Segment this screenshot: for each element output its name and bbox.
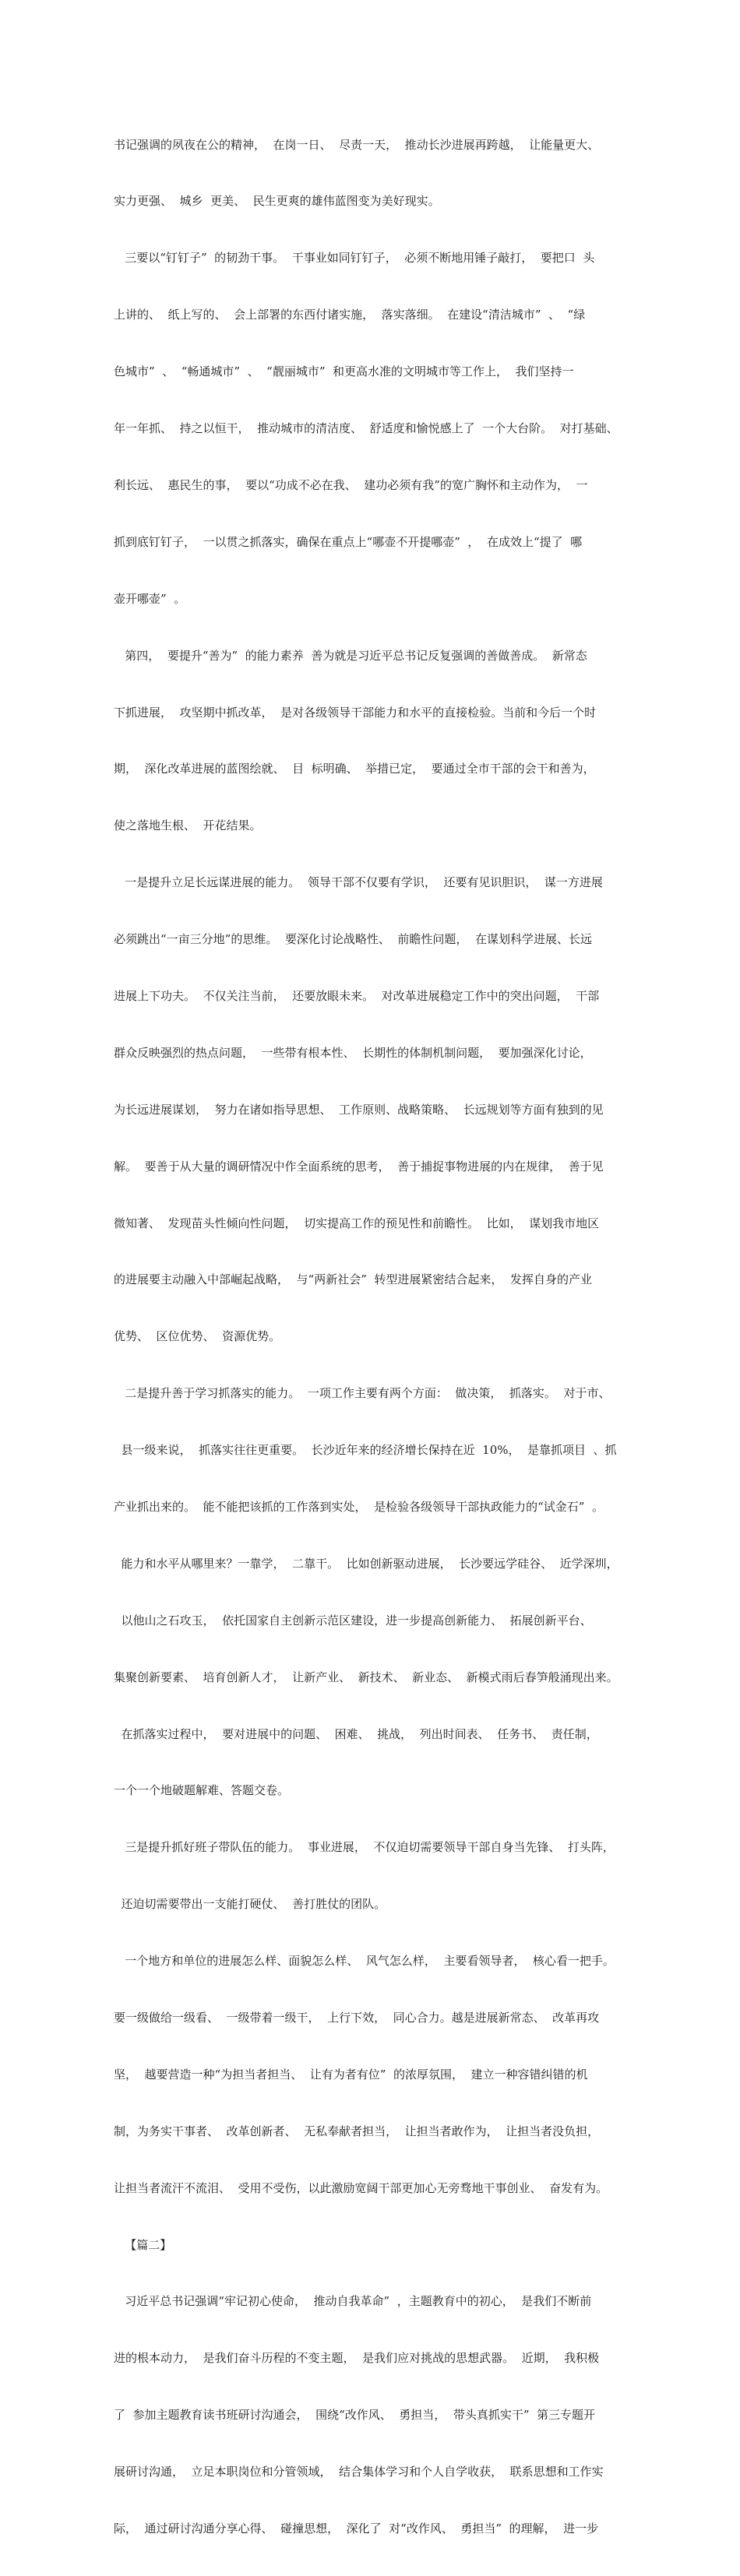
text-line: 微知著、 发现苗头性倾向性问题， 切实提高工作的预见性和前瞻性。 比如， 谋划我市地区 bbox=[114, 1216, 600, 1230]
text-line: 坚， 越要营造一种“为担当者担当、 让有为者有位” 的浓厚氛围， 建立一种容错纠错的机 bbox=[114, 2067, 588, 2082]
text-line: 第四， 要提升“善为” 的能力素养 善为就是习近平总书记反复强调的善做善成。 新常态 bbox=[114, 648, 587, 663]
text-line: 进展上下功夫。 不仅关注当前， 还要放眼未来。 对改革进展稳定工作中的突出问题， 干部 bbox=[114, 988, 600, 1003]
text-line: 以他山之石攻玉， 依托国家自主创新示范区建设，进一步提高创新能力、 拓展创新平台、 bbox=[114, 1613, 592, 1628]
section-heading: 【篇二】 bbox=[114, 2237, 172, 2252]
text-line: 集聚创新要素、 培育创新人才， 让新产业、 新技术、 新业态、 新模式雨后春笋般涌现出来。 bbox=[114, 1670, 618, 1684]
text-line: 下抓进展， 攻坚期中抓改革， 是对各级领导干部能力和水平的直接检验。当前和今后一个时 bbox=[114, 705, 597, 720]
text-line: 产业抓出来的。 能不能把该抓的工作落到实处， 是检验各级领导干部执政能力的“试金石” 。 bbox=[114, 1499, 604, 1514]
text-line: 一个一个地破题解难、答题交卷。 bbox=[114, 1783, 290, 1798]
text-line: 优势、 区位优势、 资源优势。 bbox=[114, 1329, 281, 1344]
text-line: 让担当者流汗不流泪、 受用不受伤，以此激励宽阔干部更加心无旁骛地干事创业、 奋发有为。 bbox=[114, 2180, 608, 2195]
text-line: 书记强调的夙夜在公的精神， 在岗一日、 尽责一天， 推动长沙进展再跨越， 让能量更大、 bbox=[114, 137, 600, 152]
text-line: 上讲的、 纸上写的、 会上部署的东西付诸实施， 落实落细。 在建设“清洁城市” 、 “绿 bbox=[114, 308, 586, 322]
text-line: 三要以“钉钉子” 的韧劲干事。 干事业如同钉钉子， 必须不断地用锤子敲打， 要把口 头 bbox=[114, 251, 595, 266]
text-line: 二是提升善于学习抓落实的能力。 一项工作主要有两个方面： 做决策， 抓落实。 对于市、 bbox=[114, 1386, 611, 1401]
text-line: 能力和水平从哪里来？一靠学， 二靠干。 比如创新驱动进展， 长沙要远学硅谷、 近学深圳， bbox=[114, 1556, 618, 1571]
text-line: 县一级来说， 抓落实往往更重要。 长沙近年来的经济增长保持在近 10%， 是靠抓项目 、抓 bbox=[114, 1443, 617, 1458]
text-line: 了 参加主题教育读书班研讨沟通会， 围绕“改作风、 勇担当， 带头真抓实干” 第三专题开 bbox=[114, 2408, 596, 2423]
text-line: 际， 通过研讨沟通分享心得、 碰撞思想， 深化了 对“改作风、 勇担当” 的理解， 进一步 bbox=[114, 2521, 599, 2536]
text-line: 三是提升抓好班子带队伍的能力。 事业进展， 不仅迫切需要领导干部自身当先锋、 打头阵， bbox=[114, 1840, 615, 1855]
document-body bbox=[114, 97, 651, 2576]
text-line: 进的根本动力， 是我们奋斗历程的不变主题， 是我们应对挑战的思想武器。 近期， 我积极 bbox=[114, 2351, 600, 2366]
text-line: 抓到底钉钉子， 一以贯之抓落实，确保在重点上“哪壶不开提哪壶” ， 在成效上“提了 哪 bbox=[114, 534, 583, 549]
text-line: 壶开哪壶” 。 bbox=[114, 591, 186, 606]
text-line: 色城市” 、 “畅通城市” 、 “靓丽城市” 和更高水准的文明城市等工作上， 我们坚持一 bbox=[114, 364, 574, 379]
text-line: 展研讨沟通， 立足本职岗位和分管领域， 结合集体学习和个人自学收获， 联系思想和工作实 bbox=[114, 2465, 604, 2479]
text-line: 必须跳出“一亩三分地”的思维。 要深化讨论战略性、 前瞻性问题， 在谋划科学进展、长远 bbox=[114, 932, 592, 947]
text-line: 要一级做给一级看、 一级带着一级干， 上行下效， 同心合力。越是进展新常态、 改革再攻 bbox=[114, 2010, 600, 2025]
text-line: 群众反映强烈的热点问题， 一些带有根本性、 长期性的体制机制问题， 要加强深化讨论， bbox=[114, 1045, 592, 1060]
text-line: 年一年抓、 持之以恒干， 推动城市的清洁度、 舒适度和愉悦感上了 一个大台阶。 对打基础、 bbox=[114, 421, 618, 436]
text-line: 期， 深化改革进展的蓝图绘就、 目 标明确、 举措已定， 要通过全市干部的会干和善为， bbox=[114, 762, 595, 776]
text-line: 在抓落实过程中， 要对进展中的问题、 困难、 挑战， 列出时间表、 任务书、 责任制， bbox=[114, 1726, 598, 1741]
text-line: 一个地方和单位的进展怎么样、面貌怎么样、 风气怎么样， 主要看领导者， 核心看一把手。 bbox=[114, 1954, 615, 1969]
text-line: 实力更强、 城乡 更美、 民生更爽的雄伟蓝图变为美好现实。 bbox=[114, 194, 440, 209]
text-line: 的进展要主动融入中部崛起战略， 与“两新社会” 转型进展紧密结合起来， 发挥自身的产业 bbox=[114, 1272, 592, 1287]
text-line: 一是提升立足长远谋进展的能力。 领导干部不仅要有学识， 还要有见识胆识， 谋一方进展 bbox=[114, 875, 603, 890]
text-line: 利长远、 惠民生的事， 要以“功成不必在我、 建功必须有我”的宽广胸怀和主动作为， 一 bbox=[114, 477, 588, 492]
text-line: 习近平总书记强调“牢记初心使命， 推动自我革命” ，主题教育中的初心， 是我们不断前 bbox=[114, 2294, 592, 2309]
text-line: 解。 要善于从大量的调研情况中作全面系统的思考， 善于捕捉事物进展的内在规律， 善于见 bbox=[114, 1159, 604, 1174]
text-line: 为长远进展谋划， 努力在诸如指导思想、 工作原则、战略策略、 长远规划等方面有独到的见 bbox=[114, 1102, 604, 1117]
text-line: 制，为务实干事者、 改革创新者、 无私奉献者担当， 让担当者敢作为， 让担当者没负担， bbox=[114, 2124, 600, 2138]
text-line: 使之落地生根、 开花结果。 bbox=[114, 818, 262, 833]
text-line: 还迫切需要带出一支能打硬仗、 善打胜仗的团队。 bbox=[114, 1897, 386, 1912]
